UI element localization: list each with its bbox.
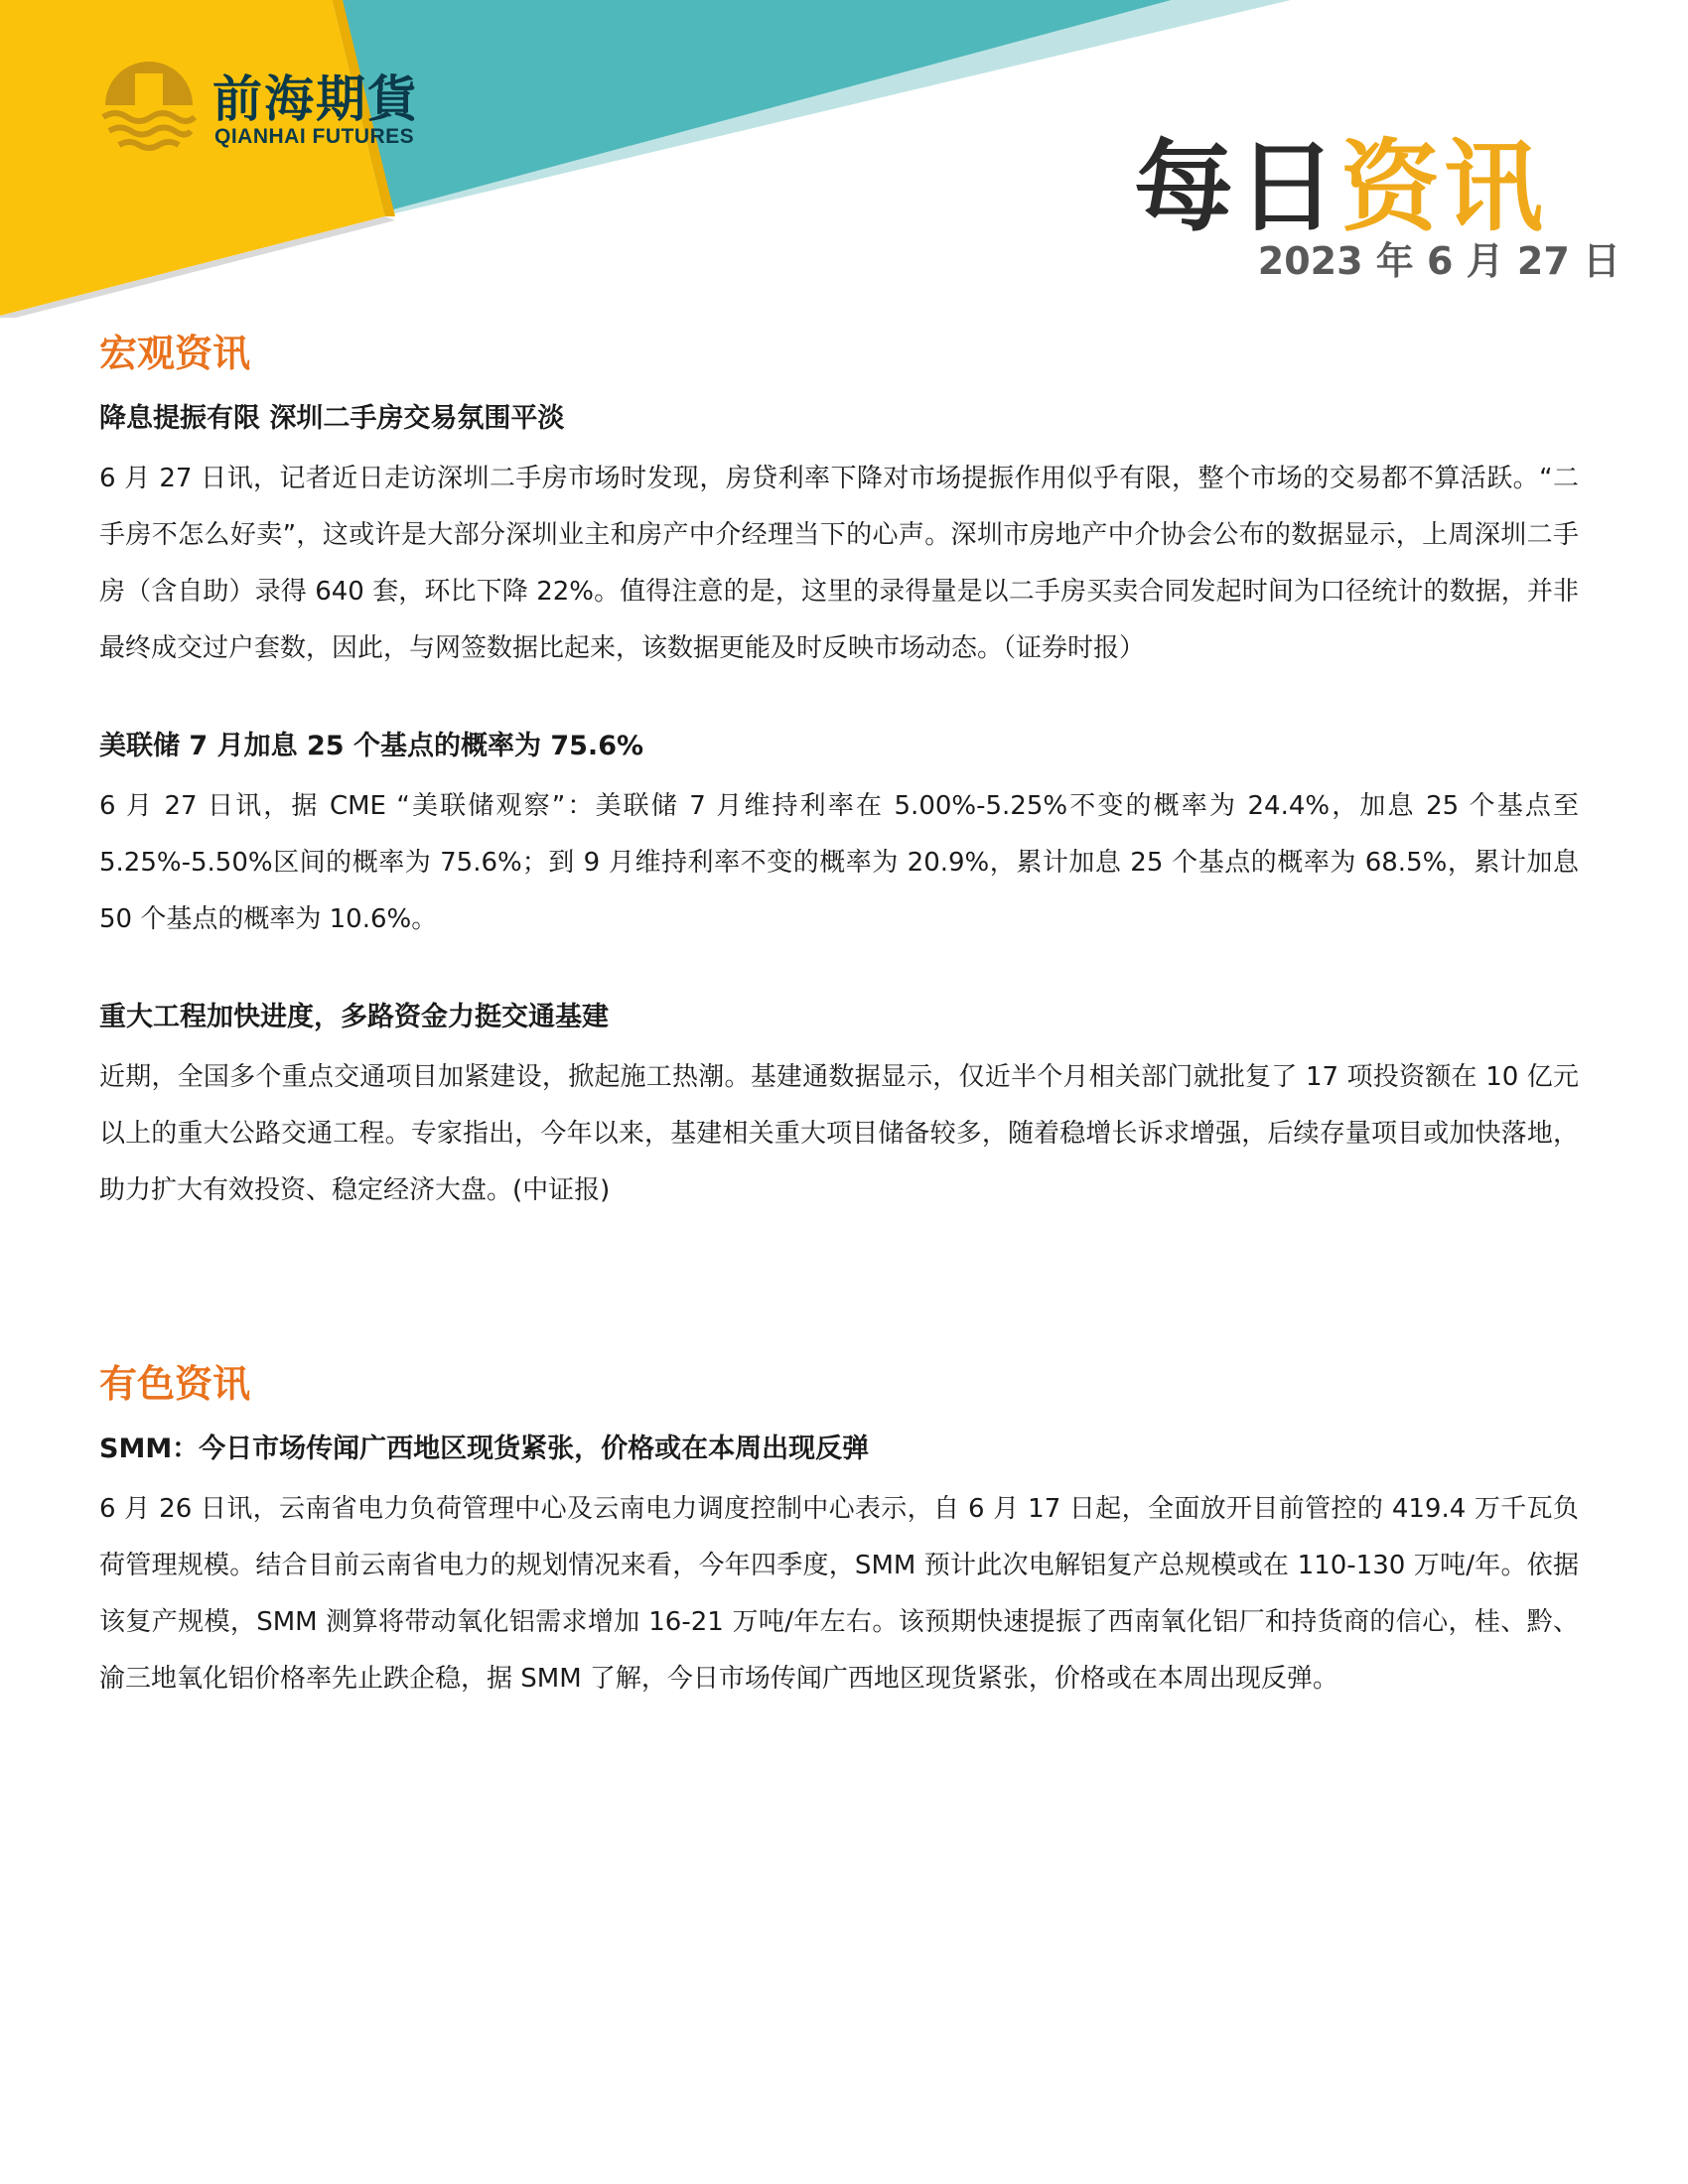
article-title: 降息提振有限 深圳二手房交易氛围平淡 [99,403,565,434]
section-title: 有色资讯 [99,1362,251,1406]
section-title: 宏观资讯 [99,332,251,375]
article-body: 6 月 27 日讯，记者近日走访深圳二手房市场时发现，房贷利率下降对市场提振作用似乎有限，整个市场的交易都不算活跃。“二手房不怎么好卖”，这或许是大部分深圳业主和房产中介经理当下的心声。深圳市房地产中介协会公布的数据显示，上周深圳二手房（含自助）录得 640 套，环比下降 22%。值得注意的是，这里的录得量是以二手房买卖合同发起时间为口径统计的数据，并非最终成交过户套数，因此，与网签数据比起来，该数据更能及时反映市场动态。（证券时报） [99,464,1579,663]
page-title-part1: 每日 [1134,129,1340,245]
page-title-part2: 资讯 [1340,129,1547,245]
article-title: 美联储 7 月加息 25 个基点的概率为 75.6% [99,731,644,761]
logo-english-name: QIANHAI FUTURES [214,125,415,148]
article-body: 近期，全国多个重点交通项目加紧建设，掀起施工热潮。基建通数据显示，仅近半个月相关部门就批复了 17 项投资额在 10 亿元以上的重大公路交通工程。专家指出，今年以来，基建相关重大项目储备较多，随着稳增长诉求增强，后续存量项目或加快落地，助力扩大有效投资、稳定经济大盘。(中证报) [99,1062,1579,1205]
article [99,399,1589,677]
article [99,727,1589,948]
article-title: SMM：今日市场传闻广西地区现货紧张，价格或在本周出现反弹 [99,1433,870,1464]
logo-chinese-name: 前海期貨 [212,69,419,128]
sun-waves-icon [95,52,203,159]
article [99,998,1589,1219]
article-title: 重大工程加快进度，多路资金力挺交通基建 [99,1002,609,1032]
section-macro [99,328,1589,1219]
article-body: 6 月 26 日讯，云南省电力负荷管理中心及云南电力调度控制中心表示，自 6 月 17 日起，全面放开目前管控的 419.4 万千瓦负荷管理规模。结合目前云南省电力的规划情况来看，今年四季度，SMM 预计此次电解铝复产总规模或在 110-130 万吨/年。依据该复产规模，SMM 测算将带动氧化铝需求增加 16-21 万吨/年左右。该预期快速提振了西南氧化铝厂和持货商的信心，桂、黔、渝三地氧化铝价格率先止跌企稳，据 SMM 了解，今日市场传闻广西地区现货紧张，价格或在本周出现反弹。 [99,1494,1579,1694]
article-body: 6 月 27 日讯，据 CME “美联储观察”：美联储 7 月维持利率在 5.00%-5.25%不变的概率为 24.4%，加息 25 个基点至 5.25%-5.50%区间的概率为 75.6%；到 9 月维持利率不变的概率为 20.9%，累计加息 25 个基点的概率为 68.5%，累计加息 50 个基点的概率为 10.6%。 [99,791,1579,934]
section-nonferrous [99,1358,1589,1707]
report-date: 2023 年 6 月 27 日 [1257,239,1620,283]
company-logo [95,52,463,161]
content [99,328,1589,1707]
article [99,1430,1589,1707]
page-title [1134,107,1547,250]
